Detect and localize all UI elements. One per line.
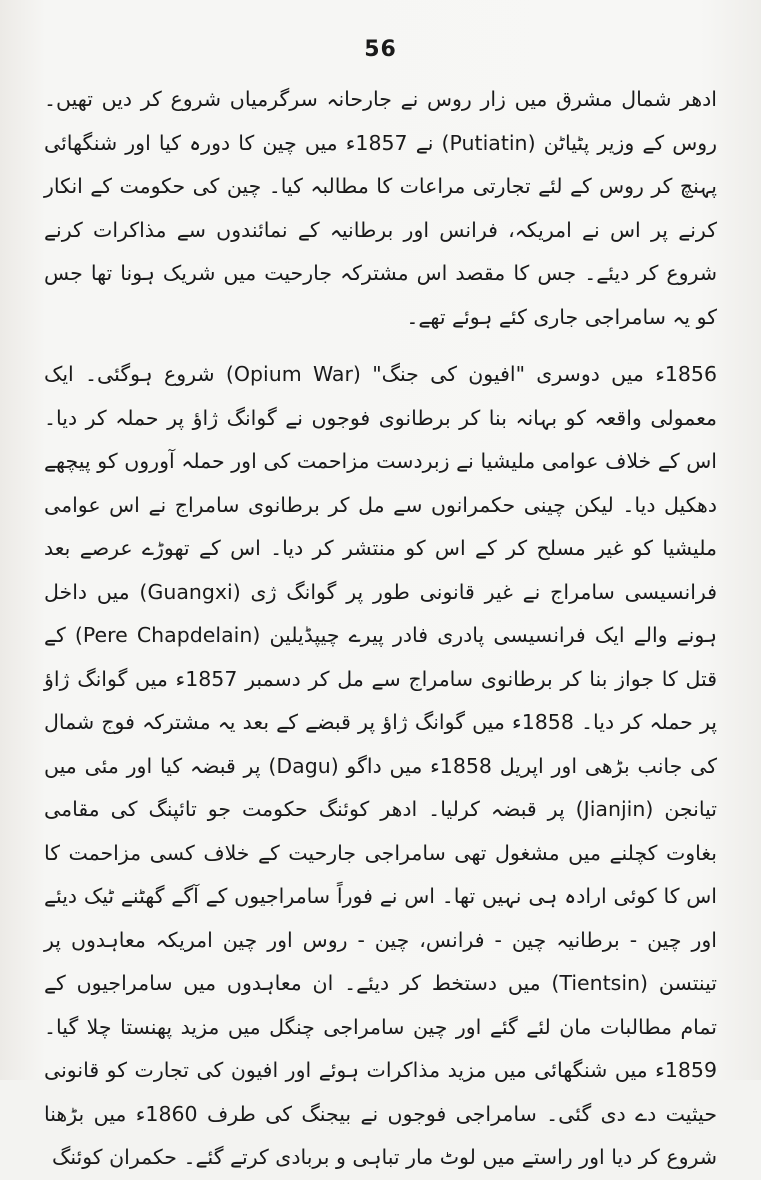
page-number: 56 (364, 37, 397, 62)
paragraph-2: 1856ء میں دوسری "افیون کی جنگ" (Opium War) شروع ہوگئی۔ ایک معمولی واقعہ کو بہانہ بنا کر برطانوی فوجوں نے گوانگ ژاؤ پر حملہ کر دیا۔ اس کے خلاف عوامی ملیشیا نے زبردست مزاحمت کی اور حملہ آوروں کو پیچھے دھکیل دیا۔ لیکن چینی حکمرانوں سے مل کر برطانوی سامراج نے اس عوامی ملیشیا کو غیر مسلح کر کے اس کو منتشر کر دیا۔ اس کے تھوڑے عرصے بعد فرانسیسی سامراج نے غیر قانونی طور پر گوانگ ژی (Guangxi) میں داخل ہونے والے ایک فرانسیسی پادری فادر پیرے چیپڈیلین (Pere Chapdelain) کے قتل کا جواز بنا کر برطانوی سامراج سے مل کر دسمبر 1857ء میں گوانگ ژاؤ پر حملہ کر دیا۔ 1858ء میں گوانگ ژاؤ پر قبضے کے بعد یہ مشترکہ فوج شمال کی جانب بڑھی اور اپریل 1858ء میں داگو (Dagu) پر قبضہ کیا اور مئی میں تیانجن (Jianjin) پر قبضہ کرلیا۔ ادھر کوئنگ حکومت جو تائپنگ کی مقامی بغاوت کچلنے میں مشغول تھی سامراجی جارحیت کے خلاف کسی مزاحمت کا اس کا کوئی ارادہ ہی نہیں تھا۔ اس نے فوراً سامراجیوں کے آگے گھٹنے ٹیک دیئے اور چین - برطانیہ چین - فرانس، چین - روس اور چین امریکہ معاہدوں پر تینتسن (Tientsin) میں دستخط کر دیئے۔ ان معاہدوں میں سامراجیوں کے تمام مطالبات مان لئے گئے اور چین سامراجی چنگل میں مزید پھنستا چلا گیا۔ 1859ء میں شنگھائی میں مزید مذاکرات ہوئے اور افیون کی تجارت کو قانونی حیثیت دے دی گئی۔ سامراجی فوجوں نے بیجنگ کی طرف 1860ء میں بڑھنا شروع کر دیا اور راستے میں لوٹ مار تباہی و بربادی کرتے گئے۔ حکمران کوئنگ (44, 362, 718, 1169)
paragraph-1: ادھر شمال مشرق میں زار روس نے جارحانہ سرگرمیاں شروع کر دیں تھیں۔ روس کے وزیر پٹیاٹن (Putiatin) نے 1857ء میں چین کا دورہ کیا اور شنگھائی پہنچ کر روس کے لئے تجارتی مراعات کا مطالبہ کیا۔ چین کی حکومت کے انکار کرنے پر اس نے امریکہ، فرانس اور برطانیہ کے نمائندوں سے مذاکرات کرنے شروع کر دیئے۔ جس کا مقصد اس مشترکہ جارحیت میں شریک ہونا تھا جس کو یہ سامراجی جاری کئے ہوئے تھے۔ (44, 87, 718, 329)
